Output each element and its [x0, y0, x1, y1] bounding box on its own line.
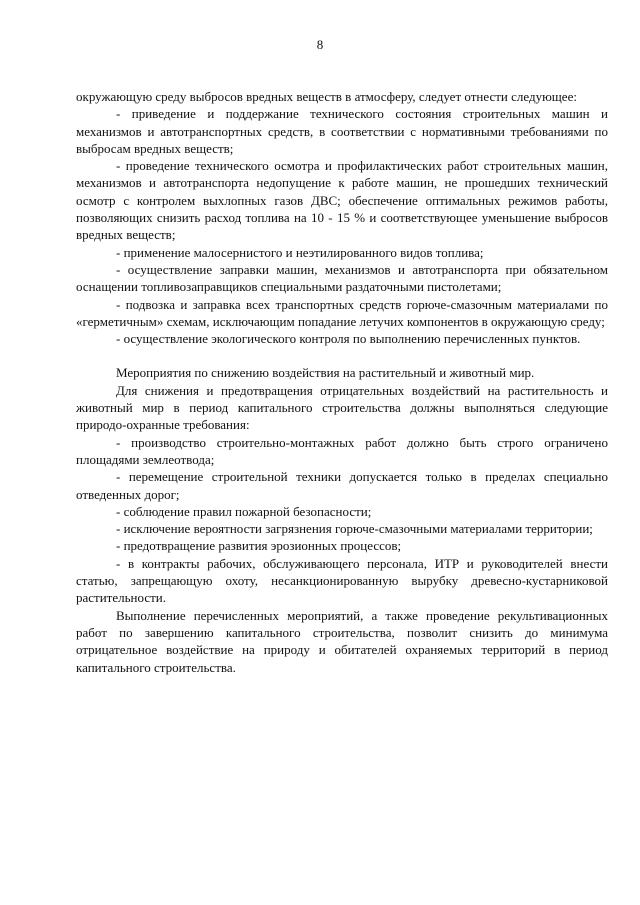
paragraph-intro: окружающую среду выбросов вредных веществ в атмосферу, следует отнести следующее:: [76, 89, 577, 104]
list-item: - исключение вероятности загрязнения горюче-смазочными материалами территории;: [116, 521, 593, 537]
list-item: - проведение технического осмотра и профилактических работ строительных машин, механизмов и автотранспорта недопущение к работе машин, не прошедших технический осмотр с контролем выхлопных газов ДВС; обеспечение оптимальных режимов работы, позволяющих снизить расход топлива на 10 - 15 % и соответствующее уменьшение выбросов вредных веществ;: [76, 158, 608, 243]
list-item: - применение малосернистого и неэтилированного видов топлива;: [116, 244, 484, 260]
list-item: - подвозка и заправка всех транспортных средств горюче-смазочным материалами по «герметичным» схемам, исключающим попадание летучих компонентов в окружающую среду;: [76, 296, 608, 329]
paragraph: Для снижения и предотвращения отрицательных воздействий на растительность и животный мир в период капитального строительства должны выполняться следующие природо-охранные требования:: [76, 382, 608, 433]
list-item: - предотвращение развития эрозионных процессов;: [116, 538, 402, 554]
list-item: - осуществление экологического контроля по выполнению перечисленных пунктов.: [116, 331, 581, 347]
list-item: - соблюдение правил пожарной безопасности;: [116, 503, 372, 519]
list-item: - производство строительно-монтажных работ должно быть строго ограничено площадями землеотвода;: [76, 434, 608, 467]
section-heading: Мероприятия по снижению воздействия на растительный и животный мир.: [116, 365, 535, 381]
list-item: - осуществление заправки машин, механизмов и автотранспорта при обязательном оснащении топливозаправщиков специальными раздаточными пистолетами;: [76, 261, 608, 295]
list-item: - перемещение строительной техники допускается только в пределах специально отведенных дорог;: [76, 469, 608, 502]
document-body: [76, 88, 608, 676]
list-item: - приведение и поддержание технического состояния строительных машин и механизмов и автотранспортных средств, в соответствии с нормативными требованиями по выбросам вредных веществ;: [76, 106, 608, 156]
page-number: 8: [316, 37, 324, 52]
list-item: - в контракты рабочих, обслуживающего персонала, ИТР и руководителей внести статью, запрещающую охоту, несанкционированную вырубку древесно-кустарниковой растительности.: [76, 555, 608, 606]
paragraph-conclusion: Выполнение перечисленных мероприятий, а также проведение рекультивационных работ по завершению капитального строительства, позволит снизить до минимума отрицательное воздействие на природу и обитателей охраняемых территорий в период капитального строительства.: [76, 607, 608, 675]
